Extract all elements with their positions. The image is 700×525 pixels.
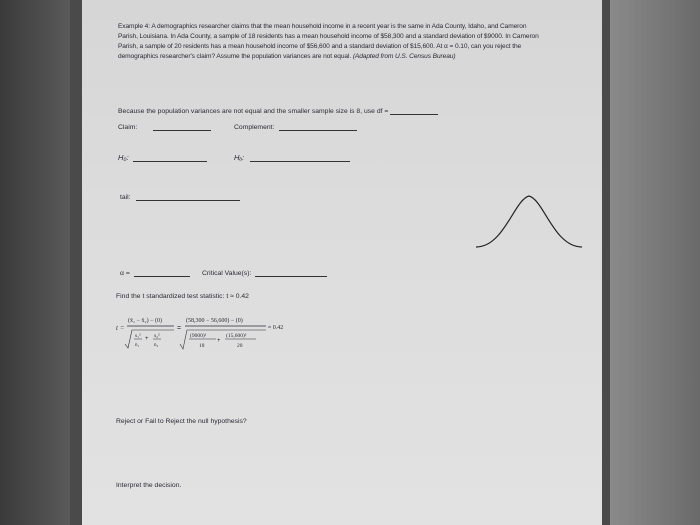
ha-label: Hₐ: [234, 153, 245, 162]
desk-shadow-left [0, 0, 70, 525]
critical-row [202, 268, 327, 277]
alpha-label: α = [120, 270, 130, 277]
formula-numerator-values: (58,300 − 56,600) − (0) [186, 318, 243, 324]
standardized-prompt [116, 293, 249, 300]
claim-row [118, 122, 211, 131]
formula-n2: n₂ [154, 343, 159, 348]
critical-blank[interactable] [255, 268, 327, 277]
alpha-row [120, 268, 190, 277]
svg-text:=: = [177, 325, 182, 332]
formula-result: ≈ 0.42 [268, 325, 284, 331]
formula-t-label: t = [116, 324, 125, 332]
tail-blank[interactable] [136, 192, 240, 201]
df-row [118, 106, 438, 115]
formula-n1: n₁ [135, 343, 140, 348]
h0-row [118, 153, 207, 162]
svg-text:+: + [145, 336, 149, 342]
claim-blank[interactable] [153, 122, 211, 131]
df-prompt: Because the population variances are not equal and the smaller sample size is 8, use df = [118, 108, 389, 115]
standardized-text: Find the t standardized test statistic: t ≈ 0.42 [116, 293, 249, 300]
ha-blank[interactable] [250, 153, 350, 162]
formula-s2-sq: s₂² [154, 333, 160, 339]
problem-text: Example 4: A demographics researcher claims that the mean household income in a recent year is the same in Ada County, Idaho, and Cameron Parish, Louisiana. In Ada County, a sample of 18 residents has a mean household income of $58,300 and a standard deviation of $9000. In Cameron Parish, a sample of 20 residents has a mean household income of $56,600 and a standard deviation of $15,600. At α = 0.10, can you reject the demographics researcher's claim? Assume the population variances are not equal. [118, 23, 539, 61]
formula-var1: (9000)² [190, 333, 207, 339]
problem-source: (Adapted from U.S. Census Bureau) [352, 53, 456, 61]
reject-question [116, 418, 247, 425]
interpret-label: Interpret the decision. [116, 482, 182, 489]
h0-blank[interactable] [133, 153, 207, 162]
tail-row [120, 192, 240, 201]
formula-size2: 20 [237, 343, 243, 349]
ha-row [234, 153, 350, 162]
tail-label: tail: [120, 194, 131, 201]
claim-label: Claim: [118, 124, 138, 131]
alpha-blank[interactable] [134, 268, 190, 277]
formula-numerator-general: (x̄₁ − x̄₂) − (0) [128, 318, 162, 324]
t-statistic-formula [116, 308, 336, 358]
formula-size1: 18 [199, 343, 205, 349]
interpret-row [116, 482, 181, 489]
desk-shadow-right [610, 0, 700, 525]
svg-text:+: + [217, 338, 221, 344]
complement-row [234, 122, 357, 131]
reject-question-text: Reject or Fail to Reject the null hypothesis? [116, 418, 247, 425]
formula-var2: (15,600)² [226, 333, 247, 339]
df-blank[interactable] [390, 106, 438, 115]
problem-statement [118, 22, 540, 62]
formula-s1-sq: s₁² [135, 333, 141, 339]
complement-blank[interactable] [279, 122, 357, 131]
complement-label: Complement: [234, 124, 275, 131]
worksheet-page [82, 0, 602, 525]
critical-label: Critical Value(s): [202, 270, 252, 277]
h0-label: H₀: [118, 153, 129, 162]
bell-curve-graphic [474, 190, 584, 250]
